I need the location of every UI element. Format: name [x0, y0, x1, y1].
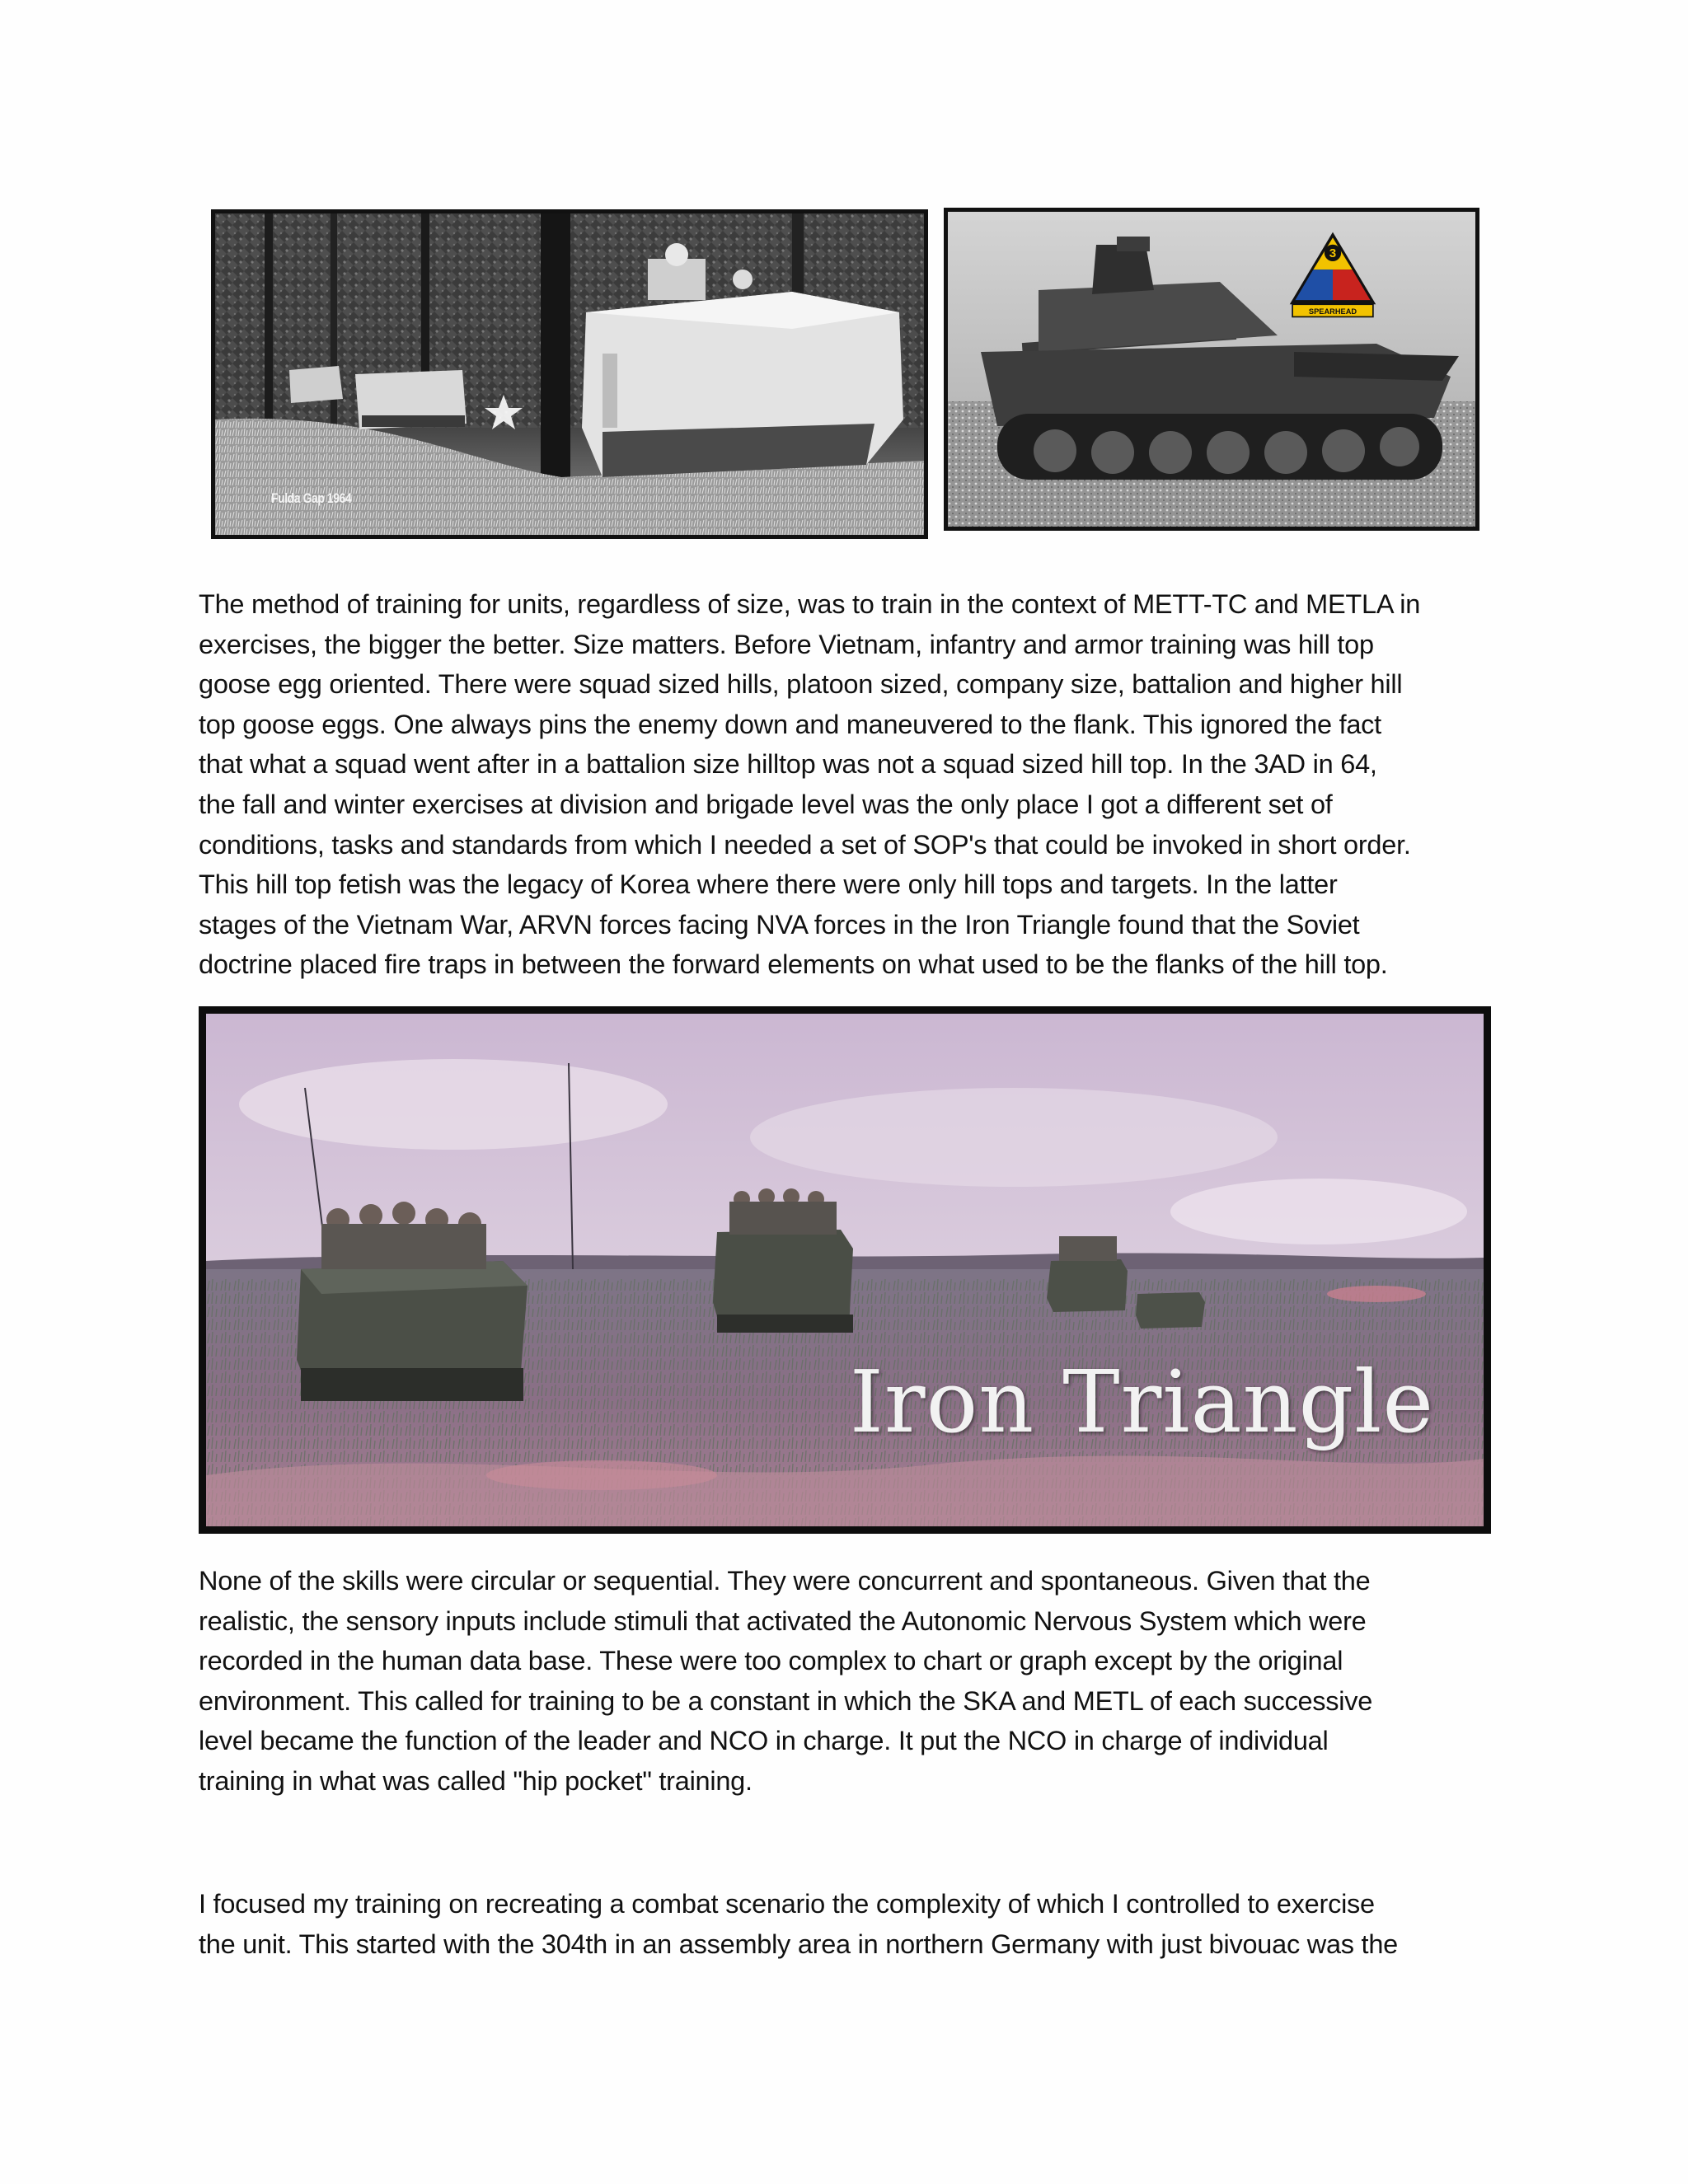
text-line: exercises, the bigger the better. Size matters. Before Vietnam, infantry and armor training was hill top	[199, 629, 1374, 659]
fulda-gap-photo	[211, 209, 928, 539]
insignia-label: SPEARHEAD	[1308, 307, 1357, 316]
paragraph	[199, 1884, 1501, 1964]
text-line: conditions, tasks and standards from which I needed a set of SOP's that could be invoked in short order.	[199, 829, 1411, 860]
text-line: stages of the Vietnam War, ARVN forces facing NVA forces in the Iron Triangle found that the Soviet	[199, 909, 1360, 940]
text-line: top goose eggs. One always pins the enemy down and maneuvered to the flank. This ignored the fact	[199, 709, 1381, 739]
paragraph	[199, 1561, 1501, 1802]
text-line: that what a squad went after in a battalion size hilltop was not a squad sized hill top. In the 3AD in 64,	[199, 749, 1377, 780]
text-line: the unit. This started with the 304th in an assembly area in northern Germany with just bivouac was the	[199, 1929, 1398, 1959]
tank-photo	[944, 208, 1479, 531]
text-line: realistic, the sensory inputs include stimuli that activated the Autonomic Nervous System which were	[199, 1605, 1367, 1636]
iron-triangle-photo	[199, 1006, 1491, 1534]
armored-carrier-column-photo-icon	[215, 213, 924, 535]
text-line: The method of training for units, regardless of size, was to train in the context of METT-TC and METLA in	[199, 589, 1421, 619]
text-line: training in what was called "hip pocket" training.	[199, 1765, 753, 1796]
insignia-number: 3	[1329, 246, 1337, 260]
text-line: level became the function of the leader and NCO in charge. It put the NCO in charge of individual	[199, 1726, 1329, 1756]
text-line: recorded in the human data base. These were too complex to chart or graph except by the original	[199, 1646, 1343, 1676]
text-line: the fall and winter exercises at division and brigade level was the only place I got a different set of	[199, 789, 1333, 819]
text-line: I focused my training on recreating a combat scenario the complexity of which I controlled to exercise	[199, 1889, 1375, 1919]
text-line: None of the skills were circular or sequential. They were concurrent and spontaneous. Given that the	[199, 1566, 1371, 1596]
text-line: environment. This called for training to be a constant in which the SKA and METL of each successive	[199, 1685, 1373, 1716]
text-line: This hill top fetish was the legacy of Korea where there were only hill tops and targets. In the latter	[199, 869, 1338, 900]
spearhead-insignia-icon	[1284, 228, 1381, 321]
photo-caption: Fulda Gap 1964	[271, 490, 352, 506]
photo-title: Iron Triangle	[849, 1352, 1434, 1452]
paragraph	[199, 584, 1501, 985]
text-line: goose egg oriented. There were squad sized hills, platoon sized, company size, battalion and higher hill	[199, 669, 1403, 700]
tank-photo-icon	[948, 212, 1475, 527]
text-line: doctrine placed fire traps in between the forward elements on what used to be the flanks of the hill top.	[199, 949, 1388, 980]
